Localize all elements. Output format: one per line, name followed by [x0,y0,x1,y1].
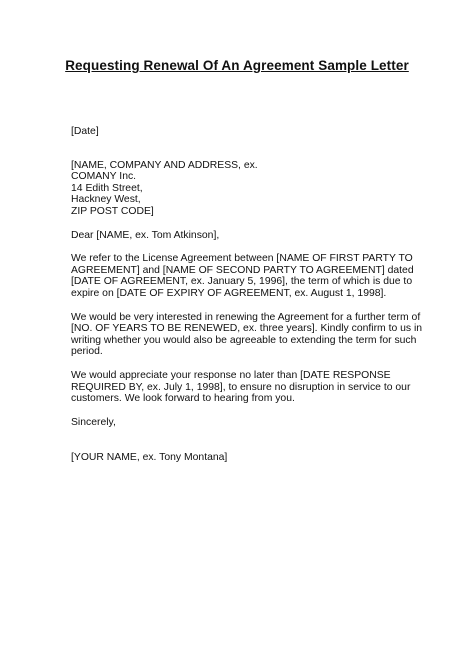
paragraph-3 [71,370,411,405]
paragraph-line: We would appreciate your response no later than [DATE RESPONSE [71,369,391,381]
address-line: [NAME, COMPANY AND ADDRESS, ex. [71,159,258,171]
paragraph-line: AGREEMENT] and [NAME OF SECOND PARTY TO AGREEMENT] dated [71,264,414,276]
signature-line: [YOUR NAME, ex. Tony Montana] [71,452,228,464]
paragraph-line: expire on [DATE OF EXPIRY OF AGREEMENT, ex. August 1, 1998]. [71,287,387,299]
address-line: ZIP POST CODE] [71,205,154,217]
paragraph-line: We refer to the License Agreement between [NAME OF FIRST PARTY TO [71,253,413,265]
paragraph-line: writing whether you would also be agreeable to extending the term for such [71,334,417,346]
recipient-address [71,160,411,218]
letter-body [71,126,423,464]
letter-date [71,126,411,138]
closing-line: Sincerely, [71,416,116,428]
salutation-line: Dear [NAME, ex. Tom Atkinson], [71,229,220,241]
address-line: 14 Edith Street, [71,182,143,194]
address-line: Hackney West, [71,194,141,206]
salutation [71,230,411,242]
paragraph-1 [71,253,414,299]
document-title: Requesting Renewal Of An Agreement Sample Letter [65,58,409,73]
paragraph-line: REQUIRED BY, ex. July 1, 1998], to ensure no disruption in service to our [71,381,411,393]
paragraph-line: [DATE OF AGREEMENT, ex. January 5, 1996], the term of which is due to [71,276,413,288]
address-line: COMANY Inc. [71,171,137,183]
paragraph-2 [71,311,423,358]
paragraph-line: period. [71,346,103,358]
date-line: [Date] [71,126,99,137]
paragraph-line: We would be very interested in renewing the Agreement for a further term of [71,311,421,323]
paragraph-line: customers. We look forward to hearing from you. [71,393,295,405]
closing [71,417,411,429]
paragraph-line: [NO. OF YEARS TO BE RENEWED, ex. three years]. Kindly confirm to us in [71,323,423,335]
signature [71,452,411,464]
